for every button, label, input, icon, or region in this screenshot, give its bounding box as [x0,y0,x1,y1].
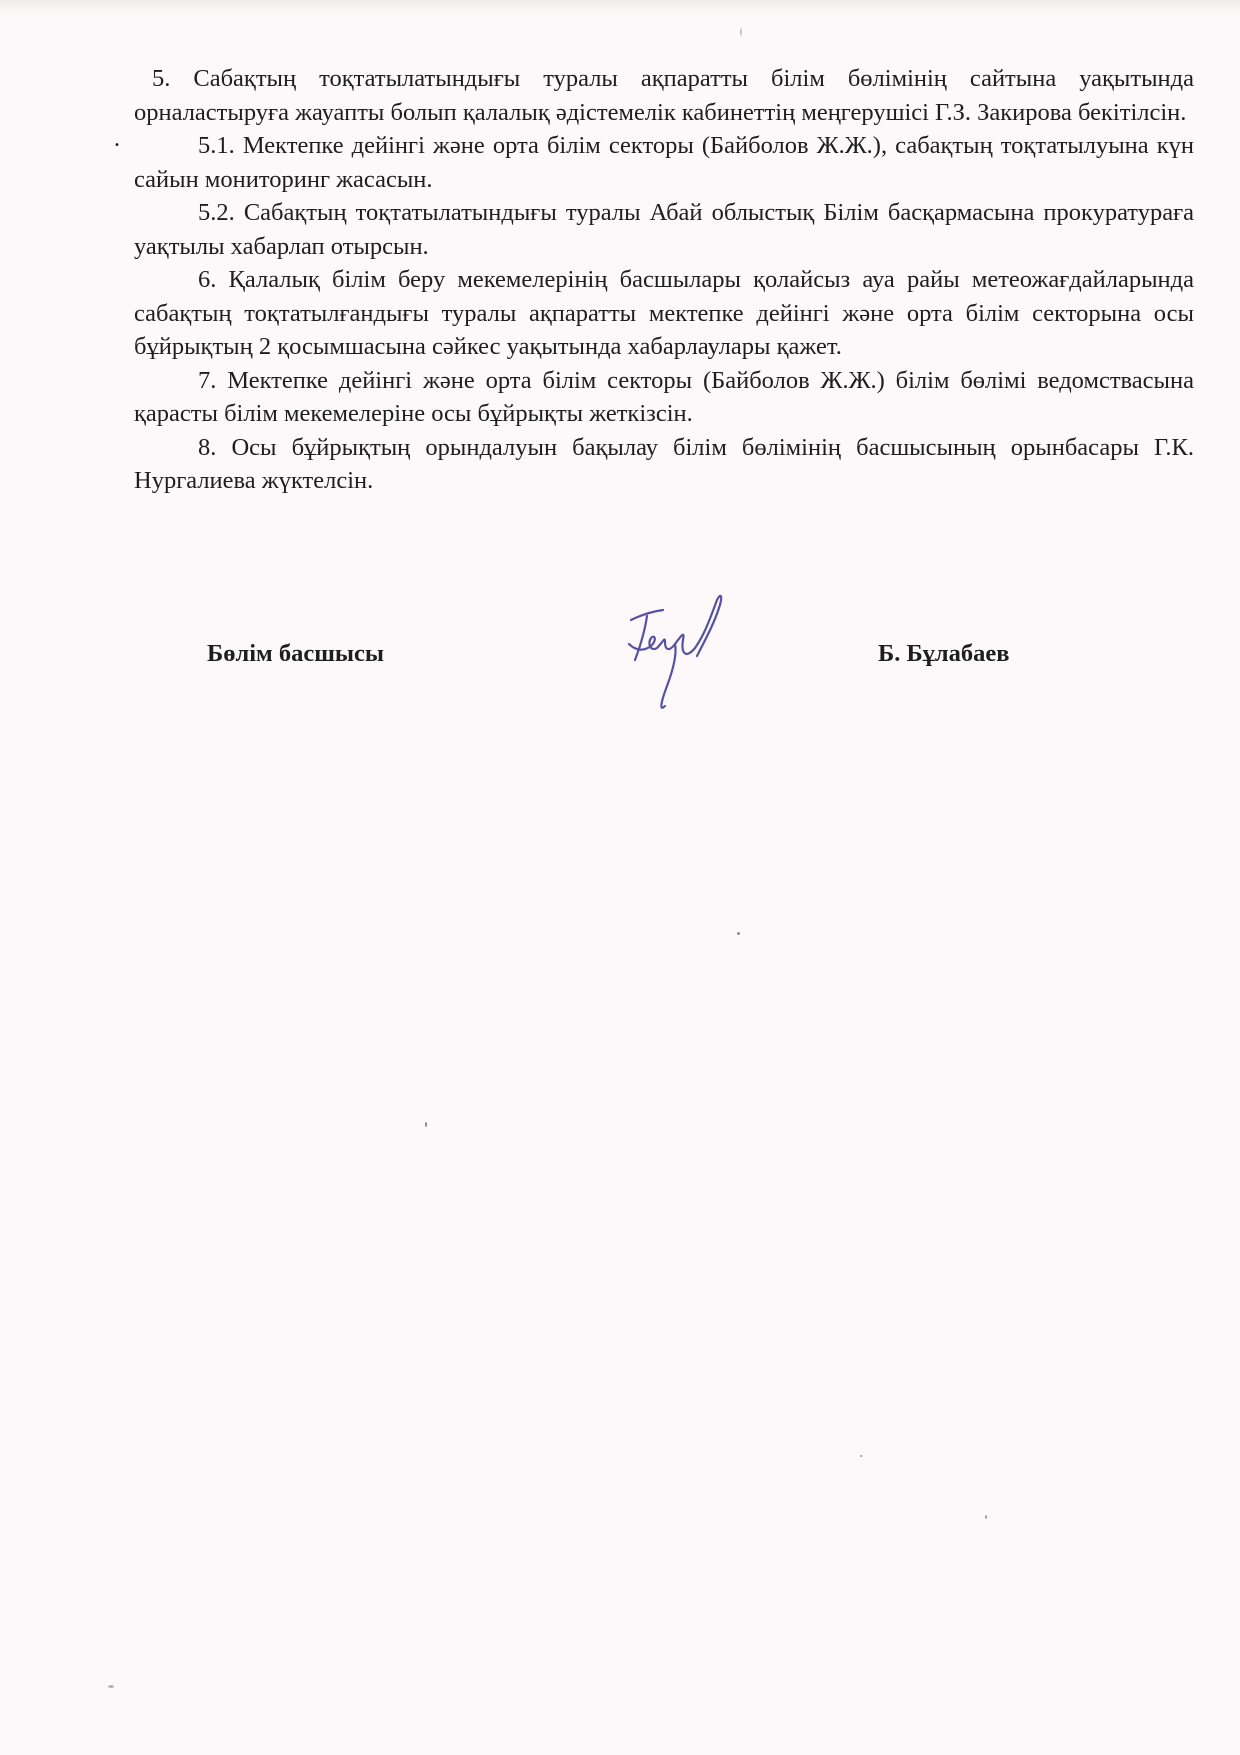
handwritten-signature [625,590,745,720]
paper-speck [985,1515,987,1519]
paragraph-7: 7. Мектепке дейінгі және орта білім секторы (Байболов Ж.Ж.) білім бөлімі ведомствасына қарасты білім мекемелеріне осы бұйрықты жеткізсін. [134,366,1194,427]
paragraph-5-1: 5.1. Мектепке дейінгі және орта білім секторы (Байболов Ж.Ж.), сабақтың тоқтатылуына күн сайын мониторинг жасасын. [134,132,1194,193]
paragraph-6: 6. Қалалық білім беру мекемелерінің басшылары қолайсыз ауа райы метеожағдайларында сабақтың тоқтатылғандығы туралы ақпаратты мектепке дейінгі және орта білім секторына осы бұйрықтың 2 қосымшасына сәйкес уақытында хабарлаулары қажет. [134,266,1194,360]
margin-mark: . [114,126,120,152]
page-top-edge [0,0,1240,12]
paragraph-8: 8. Осы бұйрықтың орындалуын бақылау білім бөлімінің басшысының орынбасары Г.К. Нургалиева жүктелсін. [134,433,1194,494]
paper-speck [737,932,740,935]
paragraph-5: 5. Сабақтың тоқтатылатындығы туралы ақпаратты білім бөлімінің сайтына уақытында орналастыруға жауапты болып қалалық әдістемелік кабинеттің меңгерушісі Г.З. Закирова бекітілсін. [134,65,1194,126]
paragraph-5-2: 5.2. Сабақтың тоқтатылатындығы туралы Абай облыстық Білім басқармасына прокуратураға уақтылы хабарлап отырсын. [134,199,1194,260]
paper-speck [425,1122,427,1127]
paper-speck [108,1685,114,1688]
document-body [134,62,1194,498]
paper-speck [860,1455,862,1457]
signer-name: Б. Бұлабаев [878,640,1010,667]
signature-block [0,640,1240,680]
signer-title: Бөлім басшысы [207,640,385,667]
paper-speck [740,28,742,36]
